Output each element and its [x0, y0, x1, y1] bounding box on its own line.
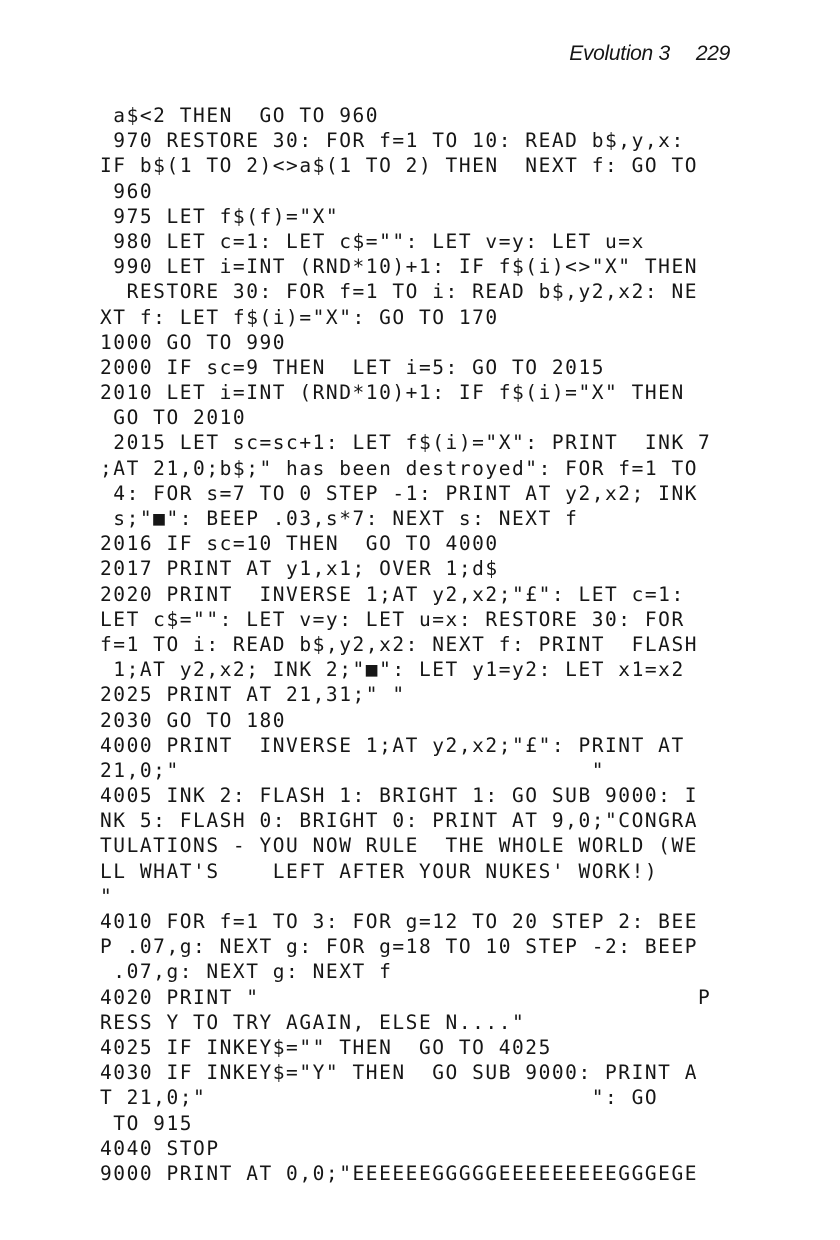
code-line: 975 LET f$(f)="X" — [100, 204, 340, 228]
code-line: .07,g: NEXT g: NEXT f — [100, 960, 393, 984]
code-line: 4020 PRINT " P — [100, 985, 712, 1009]
code-line: 2030 GO TO 180 — [100, 708, 287, 732]
code-line: LET c$="": LET v=y: LET u=x: RESTORE 30: FOR — [100, 607, 685, 631]
code-line: 2010 LET i=INT (RND*10)+1: IF f$(i)="X" THEN — [100, 381, 685, 405]
code-line: ;AT 21,0;b$;" has been destroyed": FOR f=1 TO — [100, 456, 699, 480]
chapter-title: Evolution 3 — [569, 42, 670, 65]
code-line: 2015 LET sc=sc+1: LET f$(i)="X": PRINT INK 7 — [100, 431, 712, 455]
code-line: RESTORE 30: FOR f=1 TO i: READ b$,y2,x2: NE — [100, 280, 699, 304]
running-header — [569, 42, 730, 66]
code-line: 4030 IF INKEY$="Y" THEN GO SUB 9000: PRINT A — [100, 1061, 699, 1085]
code-line: 2020 PRINT INVERSE 1;AT y2,x2;"£": LET c=1: — [100, 582, 685, 606]
code-line: 2017 PRINT AT y1,x1; OVER 1;d$ — [100, 557, 499, 581]
code-line: 980 LET c=1: LET c$="": LET v=y: LET u=x — [100, 229, 645, 253]
code-line: 2016 IF sc=10 THEN GO TO 4000 — [100, 532, 499, 556]
code-line: 4: FOR s=7 TO 0 STEP -1: PRINT AT y2,x2; INK — [100, 481, 699, 505]
code-line: " — [100, 884, 114, 908]
code-line: 4025 IF INKEY$="" THEN GO TO 4025 — [100, 1035, 552, 1059]
code-line: 960 — [100, 179, 154, 203]
code-line: 970 RESTORE 30: FOR f=1 TO 10: READ b$,y,x: — [100, 129, 685, 153]
code-line: 4005 INK 2: FLASH 1: BRIGHT 1: GO SUB 9000: I — [100, 784, 699, 808]
code-line: NK 5: FLASH 0: BRIGHT 0: PRINT AT 9,0;"CONGRA — [100, 809, 699, 833]
page-number: 229 — [695, 42, 730, 65]
code-line: 2000 IF sc=9 THEN LET i=5: GO TO 2015 — [100, 355, 606, 379]
code-line: f=1 TO i: READ b$,y2,x2: NEXT f: PRINT FLASH — [100, 632, 699, 656]
code-line: RESS Y TO TRY AGAIN, ELSE N...." — [100, 1010, 526, 1034]
code-line: a$<2 THEN GO TO 960 — [100, 104, 380, 127]
code-line: 990 LET i=INT (RND*10)+1: IF f$(i)<>"X" THEN — [100, 255, 699, 279]
code-line: LL WHAT'S LEFT AFTER YOUR NUKES' WORK!) — [100, 859, 659, 883]
code-line: 4000 PRINT INVERSE 1;AT y2,x2;"£": PRINT AT — [100, 733, 685, 757]
code-line: 4010 FOR f=1 TO 3: FOR g=12 TO 20 STEP 2: BEE — [100, 910, 699, 933]
code-line: TO 915 — [100, 1111, 194, 1135]
code-line: T 21,0;" ": GO — [100, 1086, 659, 1110]
code-line: 1000 GO TO 990 — [100, 330, 287, 354]
code-line: 21,0;" " — [100, 758, 606, 782]
code-line: 9000 PRINT AT 0,0;"EEEEEEGGGGGEEEEEEEEEGGGEGE — [100, 1161, 699, 1185]
code-line: P .07,g: NEXT g: FOR g=18 TO 10 STEP -2: BEEP — [100, 935, 699, 959]
code-line: TULATIONS - YOU NOW RULE THE WHOLE WORLD (WE — [100, 834, 699, 858]
code-line: GO TO 2010 — [100, 406, 247, 430]
code-line: s;"■": BEEP .03,s*7: NEXT s: NEXT f — [100, 507, 579, 530]
code-line: 2025 PRINT AT 21,31;" " — [100, 683, 406, 707]
code-line: XT f: LET f$(i)="X": GO TO 170 — [100, 305, 499, 329]
code-line: IF b$(1 TO 2)<>a$(1 TO 2) THEN NEXT f: GO TO — [100, 154, 699, 178]
code-line: 4040 STOP — [100, 1136, 220, 1160]
code-line: 1;AT y2,x2; INK 2;"■": LET y1=y2: LET x1=x2 — [100, 658, 685, 682]
basic-program-listing — [100, 103, 760, 1186]
